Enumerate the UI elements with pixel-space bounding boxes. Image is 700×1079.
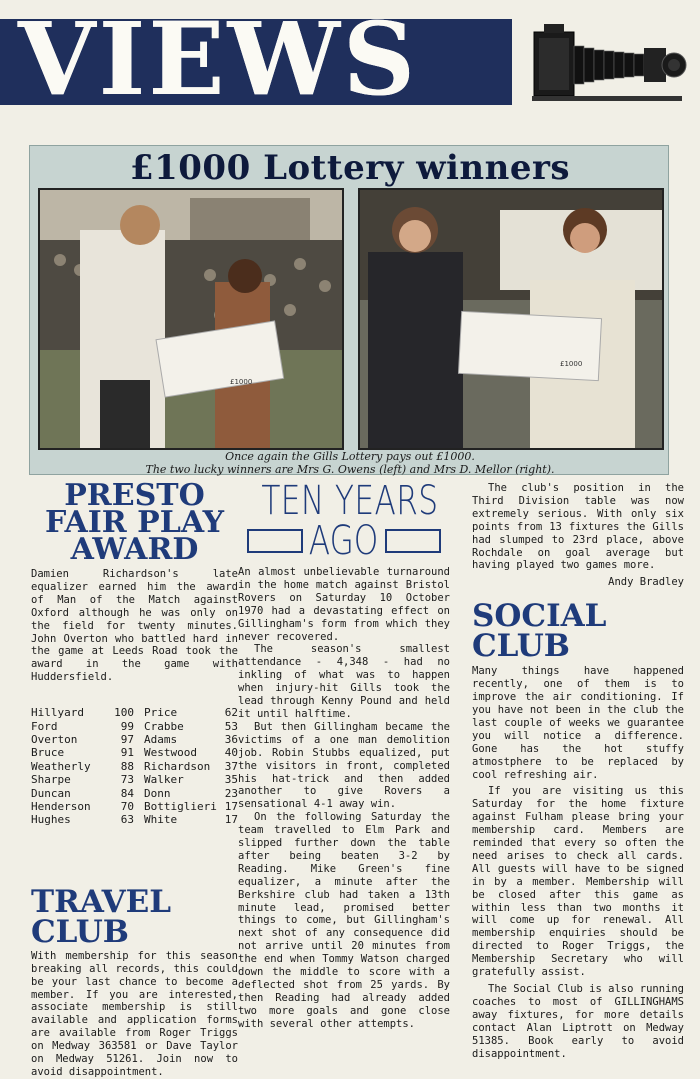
player-points: 91 <box>120 746 134 760</box>
player-points: 88 <box>120 759 134 773</box>
player-points: 23 <box>224 786 238 800</box>
player-points: 63 <box>120 813 134 827</box>
player-points: 36 <box>224 732 238 746</box>
social-club-p3: The Social Club is also running coaches to most of GILLINGHAMS away fixtures, for more details contact Alan Liptrott on Medway 51385. Book early to avoid disappointment. <box>472 983 684 1060</box>
social-club-p2: If you are visiting us this Saturday for the home fixture against Fulham please bring your membership card. Members are reminded that every so often the need arises to check all cards. All guests will have to be signed in by a member. Membership will be closed after this game as within less than two months it will come up for renewal. All membership enquiries should be directed to Roger Triggs, the Membership Secretary who will gratefully assist. <box>472 785 684 979</box>
masthead-title <box>0 8 460 110</box>
points-table-row <box>31 746 238 759</box>
player-points: 17 <box>224 800 238 813</box>
travel-club-heading: TRAVEL CLUB <box>31 883 172 950</box>
lottery-caption <box>30 451 670 476</box>
presto-points-table <box>31 706 238 827</box>
points-table-row <box>31 787 238 800</box>
caption-line-1: Once again the Gills Lottery pays out £1000. <box>225 450 475 463</box>
player-name: Richardson <box>144 759 211 773</box>
player-name: Bottiglieri <box>144 800 217 813</box>
player-name: Bruce <box>31 746 65 760</box>
player-name: Ford <box>31 719 58 733</box>
player-name: Sharpe <box>31 773 71 787</box>
ten-years-continuation: The club's position in the Third Division table was now extremely serious. With only six points from 13 fixtures the Gills had slumped to 23rd place, above Rochdale on goal average but having played two games more. <box>472 482 684 572</box>
player-name: Henderson <box>31 800 91 813</box>
cheque-amount-left: £1000 <box>230 378 253 386</box>
player-name: Crabbe <box>144 719 184 733</box>
player-name: Duncan <box>31 786 71 800</box>
ten-years-p4: On the following Saturday the team travelled to Elm Park and slipped further down the table after being beaten 3-2 by Reading. Mike Green's fine equalizer, a minute after the Berkshire club had taken a 13th minute lead, promised better things to come, but Gillingham's next shot of any consequence did not arrive until 20 minutes from the end when Tommy Watson charged down the middle to score with a deflected shot from 25 yards. By then Reading had already added two more goals and gone close with several other attempts. <box>238 811 450 1030</box>
points-table-row <box>31 813 238 826</box>
points-table-row <box>31 800 238 813</box>
points-table-row <box>31 733 238 746</box>
presto-heading: PRESTO FAIR PLAY AWARD <box>44 478 225 567</box>
social-club-p1: Many things have happened recently, one of them is to improve the air conditioning. If you have not been in the club the last couple of weeks we guarantee you will notice a difference. Gone has the hot stuffy atmostphere to be replaced by cool refreshing air. <box>472 665 684 781</box>
masthead <box>0 0 700 123</box>
player-points: 97 <box>120 732 134 746</box>
player-points: 73 <box>120 773 134 787</box>
player-name: Hughes <box>31 813 71 827</box>
player-points: 53 <box>224 719 238 733</box>
points-table-row <box>31 773 238 786</box>
player-name: Adams <box>144 732 178 746</box>
player-points: 17 <box>224 813 238 827</box>
caption-line-2: The two lucky winners are Mrs G. Owens (left) and Mrs D. Mellor (right). <box>145 462 555 476</box>
player-points: 70 <box>120 800 134 813</box>
lottery-photo-left <box>38 188 344 450</box>
author-signature: Andy Bradley <box>608 576 684 589</box>
player-points: 84 <box>120 786 134 800</box>
social-club-heading: SOCIAL CLUB <box>472 598 607 665</box>
ten-years-heading-line1: TEN YEARS <box>261 478 439 524</box>
column-left <box>31 478 238 1079</box>
lottery-title: £1000 Lottery winners <box>129 148 571 188</box>
ten-years-p1: An almost unbelievable turnaround in the home match against Bristol Rovers on Saturday 10 October 1970 had a devastating effect on Gillingham's form from which they never recovered. <box>238 566 450 643</box>
column-middle <box>238 478 450 1031</box>
travel-club-body: With membership for this season breaking all records, this could be your last chance to become a member. If you are interested, associate membership is still available and application forms are available from Roger Triggs on Medway 363581 or Dave Taylor on Medway 51261. Join now to avoid disappointment. <box>31 949 238 1078</box>
player-points: 37 <box>224 759 238 773</box>
column-right <box>472 482 684 1060</box>
player-name: White <box>144 813 178 827</box>
presto-body: Damien Richardson's late equalizer earned him the award of Man of the Match against Oxford although he was only on the field for twenty minutes. John Overton who battled hard in the game at Leeds Road took the award in the game with Huddersfield. <box>31 568 238 684</box>
heading-decor-box-right <box>385 529 441 553</box>
player-points: 99 <box>120 719 134 733</box>
camera-illustration-icon <box>528 20 690 108</box>
lottery-panel <box>29 145 669 475</box>
masthead-title-text: VIEWS <box>18 8 419 110</box>
player-points: 62 <box>224 706 238 720</box>
heading-decor-box-left <box>247 529 303 553</box>
player-name: Price <box>144 706 178 720</box>
points-table-row <box>31 706 238 719</box>
player-points: 100 <box>114 706 134 720</box>
ten-years-heading-line2: AGO <box>309 518 379 564</box>
player-name: Weatherly <box>31 759 91 773</box>
ten-years-p2: The season's smallest attendance - 4,348 - had no inkling of what was to happen when injury-hit Gills took the lead through Kenny Pound and held it until halftime. <box>238 643 450 720</box>
lottery-photo-right <box>358 188 664 450</box>
player-name: Overton <box>31 732 78 746</box>
player-points: 35 <box>224 773 238 787</box>
player-name: Hillyard <box>31 706 84 720</box>
points-table-row <box>31 760 238 773</box>
points-table-row <box>31 720 238 733</box>
player-name: Donn <box>144 786 171 800</box>
ten-years-p3: But then Gillingham became the victims of a one man demolition job. Robin Stubbs equalized, put the visitors in front, completed his hat-trick and then added another to give Rovers a sensational 4-1 away win. <box>238 720 450 811</box>
cheque-amount-right: £1000 <box>560 360 583 368</box>
ten-years-heading <box>238 478 450 564</box>
player-name: Walker <box>144 773 184 787</box>
player-name: Westwood <box>144 746 197 760</box>
player-points: 40 <box>224 746 238 760</box>
